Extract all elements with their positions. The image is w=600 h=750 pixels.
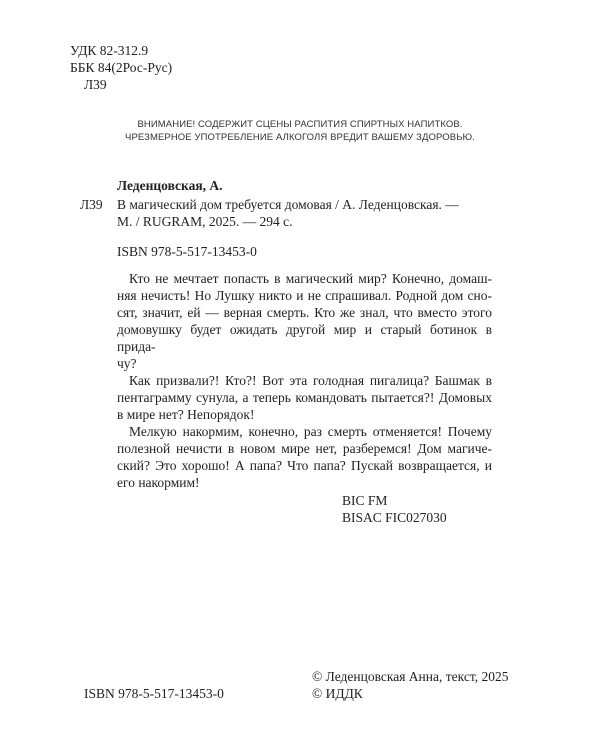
annotation-paragraph-1 (117, 270, 492, 372)
copyright-publisher: © ИДДК (312, 686, 363, 701)
bib-publisher-line: М. / RUGRAM, 2025. — 294 с. (117, 214, 293, 229)
footer-isbn: ISBN 978-5-517-13453-0 (84, 686, 224, 701)
bib-isbn: ISBN 978-5-517-13453-0 (117, 244, 257, 259)
copyright-text: © Леденцовская Анна, текст, 2025 (312, 669, 509, 684)
annotation-paragraph-3 (117, 423, 492, 491)
annotation-line: полезной нечисти в новом мире нет, разберемся! Дом магиче- (117, 441, 492, 456)
bic-code: BIC FM (342, 493, 388, 508)
annotation-paragraph-2 (117, 372, 492, 423)
author-name: Леденцовская, А. (117, 178, 223, 193)
annotation-line: домовушку будет ожидать другой мир и старый ботинок в прида- (117, 322, 492, 354)
annotation-line: Мелкую накормим, конечно, раз смерть отменяется! Почему (129, 424, 492, 439)
annotation-line: чу? (117, 356, 137, 371)
annotation-line: Как призвали?! Кто?! Вот эта голодная пигалица? Башмак в (129, 373, 492, 388)
annotation-line: в мире нет? Непорядок! (117, 407, 255, 422)
bib-author-mark: Л39 (80, 197, 103, 212)
alcohol-warning (60, 118, 540, 144)
udk-code: УДК 82-312.9 (70, 43, 149, 58)
annotation-line: Кто не мечтает попасть в магический мир? Конечно, домаш- (129, 271, 492, 286)
annotation (117, 270, 492, 491)
warning-line-2: ЧРЕЗМЕРНОЕ УПОТРЕБЛЕНИЕ АЛКОГОЛЯ ВРЕДИТ ВАШЕМУ ЗДОРОВЬЮ. (125, 132, 475, 143)
annotation-line: няя нечисть! Но Лушку никто и не спрашивал. Родной дом сно- (117, 288, 492, 303)
bbk-code: ББК 84(2Рос-Рус) (70, 60, 173, 75)
warning-line-1: ВНИМАНИЕ! СОДЕРЖИТ СЦЕНЫ РАСПИТИЯ СПИРТНЫХ НАПИТКОВ. (137, 119, 463, 130)
annotation-line: сят, значит, ей — верная смерть. Кто же знал, что вместо этого (117, 305, 492, 320)
bib-title-line: В магический дом требуется домовая / А. Леденцовская. — (117, 197, 459, 212)
annotation-line: пентаграмму сунула, а теперь командовать пытается?! Домовых (117, 390, 492, 405)
bisac-code: BISAC FIC027030 (342, 510, 447, 525)
annotation-line: его накормим! (117, 475, 200, 490)
author-mark-code: Л39 (84, 77, 107, 92)
annotation-line: ский? Это хорошо! А папа? Что папа? Пускай возвращается, и (117, 458, 492, 473)
